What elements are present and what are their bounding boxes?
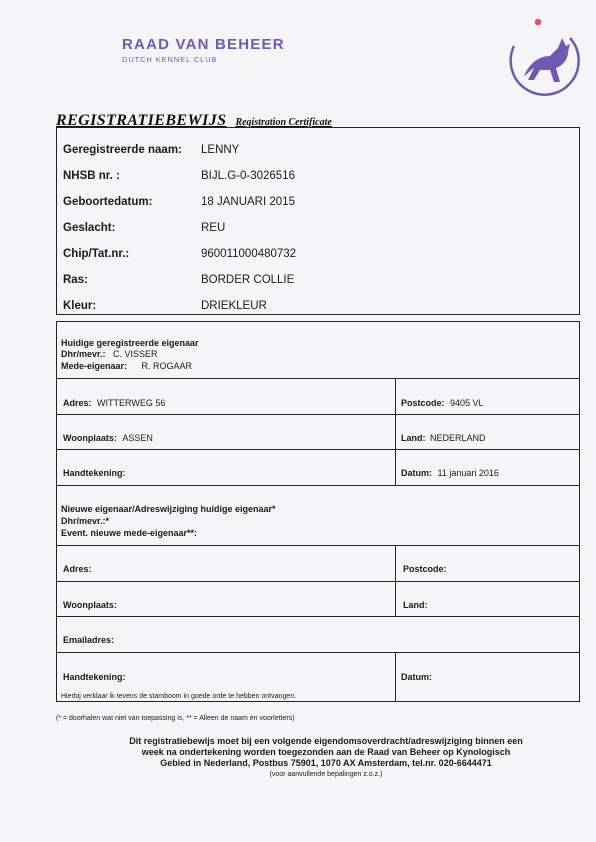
- divider: [57, 414, 579, 415]
- nhsb-value: BIJL.G-0-3026516: [201, 170, 295, 182]
- divider: [57, 616, 579, 617]
- owner-country-cell: [401, 433, 486, 443]
- new-owner-co-label: Event. nieuwe mede-eigenaar**:: [61, 528, 198, 538]
- chip-label: Chip/Tat.nr.:: [63, 248, 130, 260]
- owner-co-value: R. ROGAAR: [141, 361, 193, 371]
- divider: [57, 581, 579, 582]
- owner-postcode-value: 9405 VL: [450, 398, 484, 408]
- owner-dhr-label: Dhr/mevr.:: [61, 349, 106, 359]
- owner-postcode-label: Postcode:: [401, 398, 445, 408]
- owner-address-label: Adres:: [63, 398, 92, 408]
- current-owner-title: Huidige geregistreerde eigenaar: [61, 338, 199, 348]
- notice-line: Dit registratiebewijs moet bij een volgende eigendomsoverdracht/adreswijziging binnen een: [129, 736, 523, 746]
- current-coowner-row: [61, 361, 192, 371]
- divider: [57, 449, 579, 450]
- owner-country-value: NEDERLAND: [430, 433, 486, 443]
- new-city-label: Woonplaats:: [63, 600, 117, 610]
- owner-date-value: 11 januari 2016: [437, 468, 499, 478]
- new-country-label: Land:: [403, 600, 428, 610]
- owner-box: [56, 321, 580, 702]
- sex-label: Geslacht:: [63, 222, 116, 234]
- organization-name: RAAD VAN BEHEER: [122, 36, 285, 53]
- divider: [57, 545, 579, 546]
- name-label: Geregistreerde naam:: [63, 144, 182, 156]
- organization-subtitle: DUTCH KENNEL CLUB: [122, 55, 218, 64]
- dob-value: 18 JANUARI 2015: [201, 196, 295, 208]
- divider: [57, 652, 579, 653]
- notice-text: [56, 736, 596, 780]
- owner-address-value: WITTERWEG 56: [97, 398, 166, 408]
- owner-city-value: ASSEN: [122, 433, 153, 443]
- breed-label: Ras:: [63, 274, 88, 286]
- nhsb-label: NHSB nr. :: [63, 170, 120, 182]
- new-email-label: Emailadres:: [63, 635, 115, 645]
- current-owner-name-row: [61, 349, 158, 359]
- owner-address-cell: [63, 398, 165, 408]
- dog-details-box: [56, 127, 580, 315]
- chip-value: 960011000480732: [201, 248, 297, 260]
- name-value: LENNY: [201, 144, 240, 156]
- owner-date-label: Datum:: [401, 468, 432, 478]
- owner-signature-label: Handtekening:: [63, 468, 126, 478]
- title-dutch: REGISTRATIEBEWIJS: [56, 112, 227, 129]
- color-label: Kleur:: [63, 300, 97, 312]
- owner-city-cell: [63, 433, 153, 443]
- new-postcode-label: Postcode:: [403, 564, 447, 574]
- new-owner-title: Nieuwe eigenaar/Adreswijziging huidige eigenaar*: [61, 504, 276, 514]
- stamboom-declaration: Hierbij verklaar ik tevens de stamboom in goede orde te hebben ontvangen.: [61, 693, 297, 700]
- divider: [57, 485, 579, 486]
- title-english: Registration Certificate: [235, 117, 332, 128]
- new-address-label: Adres:: [63, 564, 92, 574]
- new-date-label: Datum:: [401, 672, 432, 682]
- column-divider: [395, 652, 396, 702]
- owner-city-label: Woonplaats:: [63, 433, 117, 443]
- new-owner-dhr-label: Dhr/mevr.:*: [61, 516, 110, 526]
- column-divider: [395, 378, 396, 485]
- new-signature-label: Handtekening:: [63, 672, 126, 682]
- divider: [57, 378, 579, 379]
- color-value: DRIEKLEUR: [201, 300, 267, 312]
- notice-line: week na ondertekening worden toegezonden aan de Raad van Beheer op Kynologisch: [141, 747, 511, 757]
- owner-postcode-cell: [401, 398, 484, 408]
- owner-dhr-value: C. VISSER: [113, 349, 158, 359]
- sex-value: REU: [201, 222, 226, 234]
- owner-country-label: Land:: [401, 433, 426, 443]
- notice-subline: (voor aanvullende bepalingen z.o.z.): [269, 771, 383, 778]
- owner-co-label: Mede-eigenaar:: [61, 361, 128, 371]
- owner-date-cell: [401, 468, 499, 478]
- breed-value: BORDER COLLIE: [201, 274, 295, 286]
- jumping-dog-logo-icon: [500, 16, 582, 98]
- dob-label: Geboortedatum:: [63, 196, 153, 208]
- notice-line: Gebied in Nederland, Postbus 75901, 1070 AX Amsterdam, tel.nr. 020-6644471: [160, 758, 492, 768]
- footnote: (* = doorhalen wat niet van toepassing is, ** = Alleen de naam en voorletters): [56, 715, 295, 722]
- column-divider: [395, 545, 396, 616]
